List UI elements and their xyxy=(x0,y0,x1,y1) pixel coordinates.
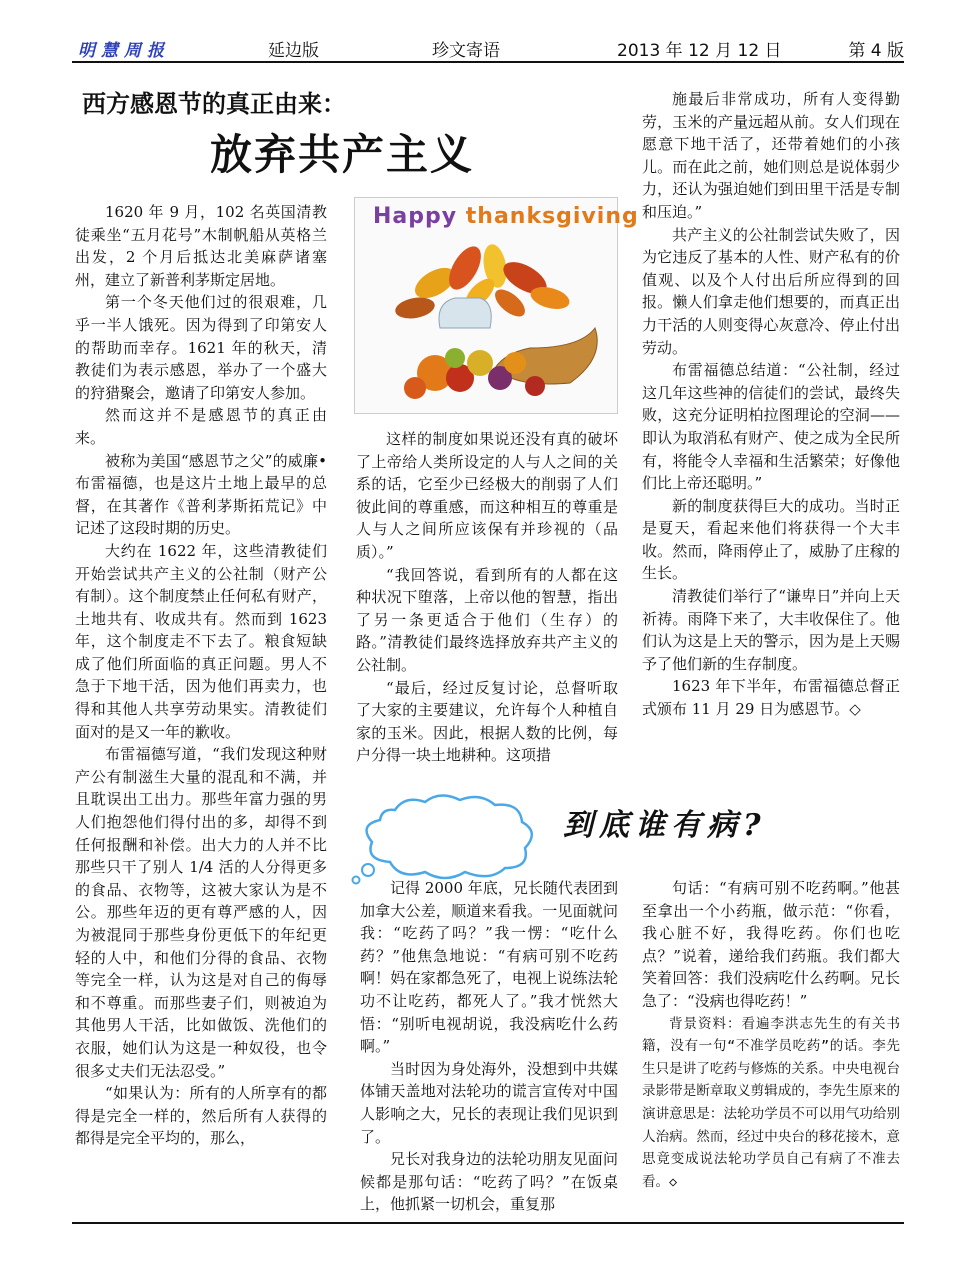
paragraph: 施最后非常成功，所有人变得勤劳，玉米的产量远超从前。女人们现在愿意下地干活了，还带着她们的小孩儿。而在此之前，她们则总是说体弱少力，还认为强迫她们到田里干活是专制和压迫。” xyxy=(642,90,900,221)
paragraph: 共产主义的公社制尝试失败了，因为它违反了基本的人性、财产私有的价值观、以及个人付出后所应得到的回报。懒人们拿走他们想要的，而真正出力干活的人则变得心灰意冷、停止付出劳动。 xyxy=(642,225,900,357)
article2-column-1 xyxy=(360,877,618,1216)
article-headline: 放弃共产主义 xyxy=(210,130,475,179)
section-label: 珍文寄语 xyxy=(432,41,500,61)
paragraph: 兄长对我身边的法轮功朋友见面问候都是那句话：“吃药了吗？”在饭桌上，他抓紧一切机会，重复那 xyxy=(360,1150,618,1214)
masthead: 明慧周报 xyxy=(78,41,170,61)
article1-column-3 xyxy=(642,88,900,721)
paragraph: 被称为美国“感恩节之父”的威廉•布雷福德，也是这片土地上最早的总督，在其著作《普利茅斯拓荒记》中记述了这段时期的历史。 xyxy=(75,451,327,538)
paragraph: 布雷福德写道，“我们发现这种财产公有制滋生大量的混乱和不满，并且耽误出工出力。那些年富力强的男人们抱怨他们得付出的多，却得不到任何报酬和补偿。出大力的人并不比那些只干了别人 1/4 活的人分得更多的食品、衣物等，这被大家认为是不公。那些年迈的更有尊严感的人，因为被混同于那些身份更低下的年纪更轻的人中，和他们分得的食品、衣物等完全一样，认为这是对自己的侮辱和不尊重。而那些妻子们，则被迫为其他男人干活，比如做饭、洗他们的衣服，她们认为这是一种奴役，也令很多丈夫们无法忍受。” xyxy=(75,745,327,1080)
paragraph: 1620 年 9 月，102 名英国清教徒乘坐“五月花号”木制帆船从英格兰出发，2 个月后抵达北美麻萨诸塞州，建立了新普利茅斯定居地。 xyxy=(75,203,327,289)
vase-icon xyxy=(439,298,491,328)
paragraph: “最后，经过反复讨论，总督听取了大家的主要建议，允许每个人种植自家的玉米。因此，根据人数的比例，每户分得一块土地耕种。这项措 xyxy=(356,678,618,765)
paragraph: 记得 2000 年底，兄长随代表团到加拿大公差，顺道来看我。一见面就问我：“吃药了吗？”我一愣：“吃什么药？”他焦急地说：“有病可别不吃药啊！妈在家都急死了，电视上说练法轮功不让吃药，都死人了。”我才恍然大悟：“别听电视胡说，我没病吃什么药啊。” xyxy=(360,879,618,1056)
caption-word-2: thanksgiving xyxy=(465,204,639,229)
paragraph: 大约在 1622 年，这些清教徒们开始尝试共产主义的公社制（财产公有制）。这个制度禁止任何私有财产，土地共有、收成共有。然而到 1623 年，这个制度走不下去了。粮食短缺成了他们所面临的真正问题。男人不急于下地干活，因为他们再卖力，也得和其他人共享劳动果实。清教徒们面对的是又一年的歉收。 xyxy=(75,541,327,741)
paragraph: 这样的制度如果说还没有真的破坏了上帝给人类所设定的人与人之间的关系的话，它至少已经极大的削弱了人们彼此间的尊重感，而这种相互的尊重是人与人之间所应该保有并珍视的（品质）。” xyxy=(356,430,618,561)
paragraph: 1623 年下半年，布雷福德总督正式颁布 11 月 29 日为感恩节。◇ xyxy=(642,677,900,719)
paragraph: 当时因为身处海外，没想到中共媒体铺天盖地对法轮功的谎言宣传对中国人影响之大，兄长的表现让我们见识到了。 xyxy=(360,1059,618,1146)
article2-column-2-body xyxy=(642,877,900,1013)
article-kicker: 西方感恩节的真正由来： xyxy=(82,90,346,118)
article1-column-1 xyxy=(75,201,327,1150)
article1-column-2 xyxy=(356,428,618,767)
page-number: 第 4 版 xyxy=(848,41,904,61)
paragraph: “如果认为：所有的人所享有的都得是完全一样的，然后所有人获得的都得是完全平均的，那么， xyxy=(75,1084,327,1148)
edition-label: 延边版 xyxy=(268,41,319,61)
cornucopia-illustration xyxy=(355,198,617,413)
article2-title: 到底谁有病? xyxy=(563,808,767,843)
paragraph: 新的制度获得巨大的成功。当时正是夏天，看起来他们将获得一个大丰收。然而，降雨停止了，威胁了庄稼的生长。 xyxy=(642,496,900,583)
paragraph: 第一个冬天他们过的很艰难，几乎一半人饿死。因为得到了印第安人的帮助而幸存。1621 年的秋天，清教徒们为表示感恩，举办了一个盛大的狩猎聚会，邀请了印第安人参加。 xyxy=(75,293,327,402)
header-rule xyxy=(72,61,904,63)
caption-word-1: Happy xyxy=(373,204,466,229)
footer-rule xyxy=(72,1222,904,1224)
paragraph: 句话：“有病可别不吃药啊。”他甚至拿出一个小药瓶，做示范：“你看，我心脏不好，我得吃药。你们也吃点？”说着，递给我们药瓶。我们都大笑着回答：我们没病吃什么药啊。兄长急了：“没病也得吃药！” xyxy=(642,879,900,1010)
article2-column-2 xyxy=(642,877,900,1193)
paragraph: 然而这并不是感恩节的真正由来。 xyxy=(75,406,327,447)
paragraph: 布雷福德总结道：“公社制，经过这几年这些神的信徒们的尝试，最终失败，这充分证明柏拉图理论的空洞——即认为取消私有财产、使之成为全民所有，将能令人幸福和生活繁荣；好像他们比上帝还聪明。” xyxy=(642,361,900,493)
background-note: 背景资料：看遍李洪志先生的有关书籍，没有一句“不准学员吃药”的话。李先生只是讲了吃药与修炼的关系。中央电视台录影带是断章取义剪辑成的，李先生原来的演讲意思是：法轮功学员不可以用气功给别人治病。然而，经过中央台的移花接木，意思竟变成说法轮功学员自己有病了不准去看。◇ xyxy=(642,1015,900,1190)
page-header xyxy=(72,34,904,60)
thanksgiving-image xyxy=(354,197,639,414)
paragraph: “我回答说，看到所有的人都在这种状况下堕落，上帝以他的智慧，指出了另一条更适合于他们（生存）的路。”清教徒们最终选择放弃共产主义的公社制。 xyxy=(356,565,618,674)
paragraph: 清教徒们举行了“谦卑日”并向上天祈祷。雨降下来了，大丰收保住了。他们认为这是上天的警示，因为是上天赐予了他们新的生存制度。 xyxy=(642,587,900,673)
issue-date: 2013 年 12 月 12 日 xyxy=(617,41,782,61)
thought-cloud-icon xyxy=(340,790,550,885)
